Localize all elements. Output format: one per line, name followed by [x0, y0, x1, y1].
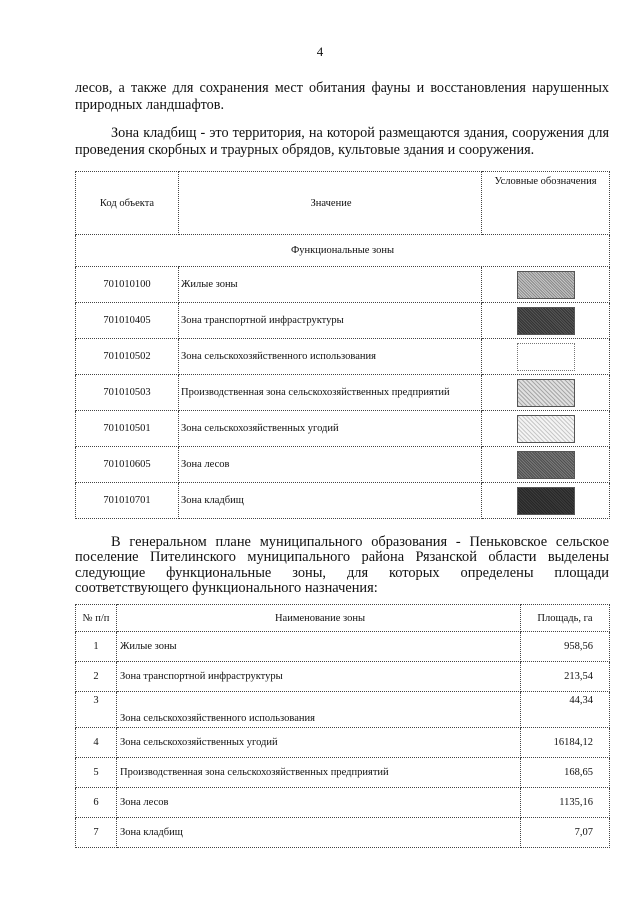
- legend-code: 701010503: [76, 375, 179, 411]
- legend-symbol-cell: [482, 411, 610, 447]
- area-num: 4: [76, 728, 117, 758]
- area-row: [76, 662, 610, 692]
- legend-row: [76, 339, 610, 375]
- area-name: Жилые зоны: [117, 632, 521, 662]
- area-row: [76, 818, 610, 848]
- general-plan-paragraph: [75, 535, 609, 597]
- legend-header-row: [76, 172, 610, 235]
- area-value: 7,07: [521, 818, 610, 848]
- legend-row: [76, 447, 610, 483]
- legend-code: 701010501: [76, 411, 179, 447]
- legend-header-code: Код объекта: [76, 172, 179, 235]
- legend-code: 701010100: [76, 267, 179, 303]
- area-num: 1: [76, 632, 117, 662]
- intro-paragraph-2: [75, 125, 609, 158]
- legend-meaning: Зона сельскохозяйственных угодий: [179, 411, 482, 447]
- legend-row: [76, 483, 610, 519]
- area-row: [76, 632, 610, 662]
- agri-land-zone-swatch: [517, 415, 575, 443]
- area-name: Зона лесов: [117, 788, 521, 818]
- area-row: [76, 692, 610, 728]
- area-name: Зона сельскохозяйственных угодий: [117, 728, 521, 758]
- legend-code: 701010502: [76, 339, 179, 375]
- area-num: 7: [76, 818, 117, 848]
- legend-meaning: Зона кладбищ: [179, 483, 482, 519]
- legend-meaning: Зона сельскохозяйственного использования: [179, 339, 482, 375]
- area-num: 6: [76, 788, 117, 818]
- area-value: 1135,16: [521, 788, 610, 818]
- area-value: 958,56: [521, 632, 610, 662]
- area-table: [75, 604, 610, 848]
- area-value: 168,65: [521, 758, 610, 788]
- legend-code: 701010701: [76, 483, 179, 519]
- area-header-num: № п/п: [76, 605, 117, 632]
- area-value: 44,34: [521, 692, 610, 728]
- transport-zone-swatch: [517, 307, 575, 335]
- residential-zone-swatch: [517, 271, 575, 299]
- legend-header-meaning: Значение: [179, 172, 482, 235]
- intro-paragraph-1: лесов, а также для сохранения мест обитания фауны и восстановления нарушенных природных ландшафтов.: [75, 80, 609, 113]
- area-row: [76, 728, 610, 758]
- area-name: Зона кладбищ: [117, 818, 521, 848]
- legend-symbol-cell: [482, 447, 610, 483]
- forest-zone-swatch: [517, 451, 575, 479]
- legend-meaning: Зона лесов: [179, 447, 482, 483]
- legend-symbol-cell: [482, 483, 610, 519]
- agricultural-use-zone-swatch: [517, 343, 575, 371]
- area-header-area: Площадь, га: [521, 605, 610, 632]
- area-name: Зона транспортной инфраструктуры: [117, 662, 521, 692]
- area-num: 2: [76, 662, 117, 692]
- legend-section-title: Функциональные зоны: [76, 235, 610, 267]
- area-num: 3: [76, 692, 117, 728]
- legend-row: [76, 303, 610, 339]
- legend-row: [76, 411, 610, 447]
- area-row: [76, 758, 610, 788]
- area-row: [76, 788, 610, 818]
- legend-section-row: [76, 235, 610, 267]
- area-header-row: [76, 605, 610, 632]
- legend-row: [76, 267, 610, 303]
- legend-symbol-cell: [482, 339, 610, 375]
- area-value: 16184,12: [521, 728, 610, 758]
- legend-symbol-cell: [482, 303, 610, 339]
- agri-production-zone-swatch: [517, 379, 575, 407]
- area-value: 213,54: [521, 662, 610, 692]
- area-header-name: Наименование зоны: [117, 605, 521, 632]
- legend-code: 701010405: [76, 303, 179, 339]
- general-plan-text: В генеральном плане муниципального образования - Пеньковское сельское поселение Пителинского муниципального района Рязанской области выделены следующие функциональные зоны, для которых определены площади соответствующего функционального назначения:: [75, 534, 609, 597]
- intro-paragraph-2-text: Зона кладбищ - это территория, на которой размещаются здания, сооружения для проведения скорбных и траурных обрядов, культовые здания и сооружения.: [75, 125, 609, 158]
- legend-table: [75, 171, 610, 519]
- area-num: 5: [76, 758, 117, 788]
- legend-meaning: Жилые зоны: [179, 267, 482, 303]
- cemetery-zone-swatch: [517, 487, 575, 515]
- legend-meaning: Зона транспортной инфраструктуры: [179, 303, 482, 339]
- legend-symbol-cell: [482, 267, 610, 303]
- legend-header-symbols: Условные обозначения: [482, 172, 610, 235]
- page-number: 4: [316, 44, 324, 59]
- area-name: Зона сельскохозяйственного использования: [117, 692, 521, 728]
- legend-row: [76, 375, 610, 411]
- legend-meaning: Производственная зона сельскохозяйственных предприятий: [179, 375, 482, 411]
- area-name: Производственная зона сельскохозяйственных предприятий: [117, 758, 521, 788]
- legend-code: 701010605: [76, 447, 179, 483]
- legend-symbol-cell: [482, 375, 610, 411]
